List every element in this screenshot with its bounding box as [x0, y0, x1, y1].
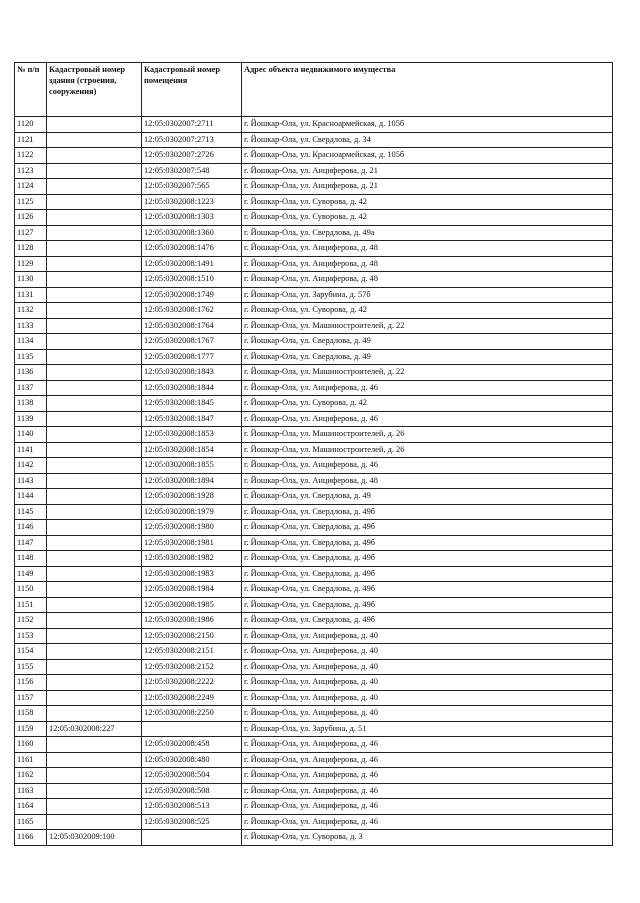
cell-building-cadastral	[47, 644, 142, 660]
cell-room-cadastral: 12:05:0302008:1986	[142, 613, 242, 629]
table-row	[15, 489, 613, 505]
cell-building-cadastral	[47, 334, 142, 350]
cell-room-cadastral: 12:05:0302008:1928	[142, 489, 242, 505]
table-row	[15, 551, 613, 567]
cell-building-cadastral	[47, 737, 142, 753]
cell-building-cadastral	[47, 380, 142, 396]
cell-building-cadastral	[47, 349, 142, 365]
cell-address: г. Йошкар-Ола, ул. Машиностроителей, д. 22	[242, 365, 613, 381]
cell-address: г. Йошкар-Ола, ул. Свердлова, д. 49	[242, 349, 613, 365]
table-row	[15, 334, 613, 350]
cell-building-cadastral	[47, 659, 142, 675]
cell-number: 1151	[15, 597, 47, 613]
cell-room-cadastral: 12:05:0302008:1491	[142, 256, 242, 272]
table-row	[15, 272, 613, 288]
table-row	[15, 442, 613, 458]
table-row	[15, 628, 613, 644]
cell-address: г. Йошкар-Ола, ул. Анциферова, д. 46	[242, 799, 613, 815]
table-row	[15, 799, 613, 815]
table-body	[15, 117, 613, 846]
table-row	[15, 814, 613, 830]
table-row	[15, 737, 613, 753]
table-row	[15, 427, 613, 443]
cell-number: 1163	[15, 783, 47, 799]
header-room-cadastral: Кадастровый номер помещения	[142, 63, 242, 117]
cell-address: г. Йошкар-Ола, ул. Суворова, д. 42	[242, 396, 613, 412]
header-row	[15, 63, 613, 117]
cell-room-cadastral: 12:05:0302008:1855	[142, 458, 242, 474]
table-row	[15, 535, 613, 551]
cell-room-cadastral: 12:05:0302007:2711	[142, 117, 242, 133]
cell-building-cadastral: 12:05:0302008:227	[47, 721, 142, 737]
table-row	[15, 256, 613, 272]
cell-room-cadastral: 12:05:0302008:1843	[142, 365, 242, 381]
cell-room-cadastral: 12:05:0302008:1360	[142, 225, 242, 241]
cell-building-cadastral	[47, 613, 142, 629]
cell-building-cadastral	[47, 566, 142, 582]
cell-room-cadastral: 12:05:0302008:1981	[142, 535, 242, 551]
cell-number: 1162	[15, 768, 47, 784]
cell-building-cadastral	[47, 628, 142, 644]
cell-number: 1166	[15, 830, 47, 846]
cell-number: 1120	[15, 117, 47, 133]
table-row	[15, 566, 613, 582]
cell-number: 1125	[15, 194, 47, 210]
cell-building-cadastral	[47, 287, 142, 303]
header-building-cadastral: Кадастровый номер здания (строения, сооружения)	[47, 63, 142, 117]
cell-number: 1129	[15, 256, 47, 272]
cell-building-cadastral	[47, 427, 142, 443]
cell-building-cadastral	[47, 458, 142, 474]
cell-building-cadastral	[47, 365, 142, 381]
cell-room-cadastral: 12:05:0302008:1777	[142, 349, 242, 365]
cell-room-cadastral: 12:05:0302007:2726	[142, 148, 242, 164]
cell-room-cadastral: 12:05:0302008:2222	[142, 675, 242, 691]
cell-number: 1149	[15, 566, 47, 582]
cell-building-cadastral	[47, 318, 142, 334]
cell-room-cadastral: 12:05:0302008:2249	[142, 690, 242, 706]
cell-address: г. Йошкар-Ола, ул. Суворова, д. 42	[242, 194, 613, 210]
cell-address: г. Йошкар-Ола, ул. Свердлова, д. 49б	[242, 520, 613, 536]
table-row	[15, 396, 613, 412]
cell-address: г. Йошкар-Ола, ул. Свердлова, д. 49б	[242, 613, 613, 629]
cell-number: 1150	[15, 582, 47, 598]
table-row	[15, 675, 613, 691]
cell-room-cadastral: 12:05:0302008:1894	[142, 473, 242, 489]
table-row	[15, 690, 613, 706]
cell-address: г. Йошкар-Ола, ул. Анциферова, д. 46	[242, 814, 613, 830]
table-row	[15, 706, 613, 722]
table-row	[15, 504, 613, 520]
table-row	[15, 721, 613, 737]
cell-building-cadastral	[47, 706, 142, 722]
cell-number: 1123	[15, 163, 47, 179]
cell-room-cadastral: 12:05:0302008:1853	[142, 427, 242, 443]
cell-room-cadastral: 12:05:0302008:2151	[142, 644, 242, 660]
cell-number: 1124	[15, 179, 47, 195]
cell-room-cadastral: 12:05:0302008:1979	[142, 504, 242, 520]
cell-room-cadastral: 12:05:0302008:2150	[142, 628, 242, 644]
cell-room-cadastral: 12:05:0302008:1762	[142, 303, 242, 319]
cell-room-cadastral: 12:05:0302008:1476	[142, 241, 242, 257]
cell-address: г. Йошкар-Ола, ул. Анциферова, д. 46	[242, 783, 613, 799]
table-row	[15, 303, 613, 319]
cell-address: г. Йошкар-Ола, ул. Анциферова, д. 48	[242, 256, 613, 272]
cell-building-cadastral	[47, 783, 142, 799]
table-row	[15, 582, 613, 598]
table-row	[15, 768, 613, 784]
table-row	[15, 194, 613, 210]
cell-address: г. Йошкар-Ола, ул. Анциферова, д. 48	[242, 272, 613, 288]
cell-room-cadastral: 12:05:0302008:1844	[142, 380, 242, 396]
cell-number: 1164	[15, 799, 47, 815]
table-row	[15, 597, 613, 613]
cell-room-cadastral: 12:05:0302008:1982	[142, 551, 242, 567]
cell-building-cadastral	[47, 814, 142, 830]
cell-room-cadastral: 12:05:0302008:513	[142, 799, 242, 815]
cell-address: г. Йошкар-Ола, ул. Красноармейская, д. 105б	[242, 148, 613, 164]
cell-address: г. Йошкар-Ола, ул. Машиностроителей, д. 26	[242, 427, 613, 443]
cell-address: г. Йошкар-Ола, ул. Анциферова, д. 21	[242, 163, 613, 179]
cell-building-cadastral	[47, 256, 142, 272]
cell-building-cadastral	[47, 225, 142, 241]
cell-number: 1165	[15, 814, 47, 830]
cell-address: г. Йошкар-Ола, ул. Свердлова, д. 34	[242, 132, 613, 148]
cell-number: 1130	[15, 272, 47, 288]
cell-address: г. Йошкар-Ола, ул. Суворова, д. 3	[242, 830, 613, 846]
cell-number: 1136	[15, 365, 47, 381]
cell-building-cadastral	[47, 582, 142, 598]
cell-number: 1145	[15, 504, 47, 520]
header-address: Адрес объекта недвижимого имущества	[242, 63, 613, 117]
cell-number: 1139	[15, 411, 47, 427]
cell-room-cadastral: 12:05:0302008:508	[142, 783, 242, 799]
cell-address: г. Йошкар-Ола, ул. Анциферова, д. 46	[242, 458, 613, 474]
cell-address: г. Йошкар-Ола, ул. Свердлова, д. 49	[242, 489, 613, 505]
cell-address: г. Йошкар-Ола, ул. Свердлова, д. 49б	[242, 597, 613, 613]
cell-address: г. Йошкар-Ола, ул. Анциферова, д. 40	[242, 706, 613, 722]
cell-number: 1160	[15, 737, 47, 753]
cell-building-cadastral	[47, 551, 142, 567]
cell-address: г. Йошкар-Ола, ул. Свердлова, д. 49б	[242, 566, 613, 582]
cell-address: г. Йошкар-Ола, ул. Свердлова, д. 49б	[242, 535, 613, 551]
cell-building-cadastral	[47, 752, 142, 768]
cell-number: 1143	[15, 473, 47, 489]
cell-number: 1126	[15, 210, 47, 226]
cell-number: 1135	[15, 349, 47, 365]
cell-number: 1134	[15, 334, 47, 350]
cell-number: 1131	[15, 287, 47, 303]
cell-room-cadastral: 12:05:0302008:1847	[142, 411, 242, 427]
cell-number: 1158	[15, 706, 47, 722]
cell-address: г. Йошкар-Ола, ул. Анциферова, д. 40	[242, 675, 613, 691]
cell-room-cadastral: 12:05:0302008:504	[142, 768, 242, 784]
cell-number: 1153	[15, 628, 47, 644]
cell-room-cadastral: 12:05:0302008:1984	[142, 582, 242, 598]
cell-room-cadastral: 12:05:0302008:1845	[142, 396, 242, 412]
cell-number: 1140	[15, 427, 47, 443]
cell-building-cadastral	[47, 535, 142, 551]
cell-room-cadastral: 12:05:0302008:2250	[142, 706, 242, 722]
cell-room-cadastral: 12:05:0302007:565	[142, 179, 242, 195]
cell-number: 1146	[15, 520, 47, 536]
cell-address: г. Йошкар-Ола, ул. Зарубина, д. 51	[242, 721, 613, 737]
cell-building-cadastral	[47, 272, 142, 288]
cell-address: г. Йошкар-Ола, ул. Свердлова, д. 49б	[242, 504, 613, 520]
cell-building-cadastral	[47, 194, 142, 210]
cell-building-cadastral	[47, 597, 142, 613]
table-row	[15, 349, 613, 365]
cell-address: г. Йошкар-Ола, ул. Свердлова, д. 49б	[242, 551, 613, 567]
cell-number: 1127	[15, 225, 47, 241]
cell-building-cadastral	[47, 117, 142, 133]
cell-building-cadastral	[47, 163, 142, 179]
table-row	[15, 117, 613, 133]
cell-number: 1161	[15, 752, 47, 768]
cell-address: г. Йошкар-Ола, ул. Свердлова, д. 49	[242, 334, 613, 350]
cell-building-cadastral	[47, 799, 142, 815]
cell-number: 1141	[15, 442, 47, 458]
cell-address: г. Йошкар-Ола, ул. Свердлова, д. 49б	[242, 582, 613, 598]
cell-address: г. Йошкар-Ола, ул. Анциферова, д. 40	[242, 644, 613, 660]
table-row	[15, 148, 613, 164]
table-row	[15, 287, 613, 303]
cell-room-cadastral: 12:05:0302008:1303	[142, 210, 242, 226]
cell-room-cadastral: 12:05:0302008:458	[142, 737, 242, 753]
cell-room-cadastral: 12:05:0302008:1767	[142, 334, 242, 350]
cell-number: 1144	[15, 489, 47, 505]
cell-address: г. Йошкар-Ола, ул. Анциферова, д. 46	[242, 768, 613, 784]
cell-building-cadastral	[47, 768, 142, 784]
cell-address: г. Йошкар-Ола, ул. Машиностроителей, д. 26	[242, 442, 613, 458]
table-row	[15, 520, 613, 536]
cell-address: г. Йошкар-Ола, ул. Анциферова, д. 46	[242, 752, 613, 768]
cell-address: г. Йошкар-Ола, ул. Зарубина, д. 57б	[242, 287, 613, 303]
cell-number: 1133	[15, 318, 47, 334]
cell-address: г. Йошкар-Ола, ул. Анциферова, д. 46	[242, 411, 613, 427]
cell-address: г. Йошкар-Ола, ул. Анциферова, д. 48	[242, 473, 613, 489]
table-row	[15, 225, 613, 241]
table-row	[15, 659, 613, 675]
table-row	[15, 613, 613, 629]
header-number: № п/п	[15, 63, 47, 117]
cell-number: 1147	[15, 535, 47, 551]
cell-room-cadastral: 12:05:0302008:1854	[142, 442, 242, 458]
table-row	[15, 411, 613, 427]
cell-room-cadastral: 12:05:0302008:1223	[142, 194, 242, 210]
cell-number: 1148	[15, 551, 47, 567]
cell-room-cadastral: 12:05:0302008:1764	[142, 318, 242, 334]
cell-building-cadastral	[47, 303, 142, 319]
table-row	[15, 210, 613, 226]
cell-number: 1152	[15, 613, 47, 629]
table-row	[15, 473, 613, 489]
cell-room-cadastral: 12:05:0302007:548	[142, 163, 242, 179]
cell-address: г. Йошкар-Ола, ул. Анциферова, д. 40	[242, 628, 613, 644]
cell-room-cadastral: 12:05:0302008:1749	[142, 287, 242, 303]
cell-room-cadastral: 12:05:0302008:480	[142, 752, 242, 768]
table-row	[15, 365, 613, 381]
cell-room-cadastral: 12:05:0302008:1980	[142, 520, 242, 536]
cell-building-cadastral	[47, 132, 142, 148]
cell-building-cadastral	[47, 489, 142, 505]
cell-room-cadastral: 12:05:0302008:1983	[142, 566, 242, 582]
cell-address: г. Йошкар-Ола, ул. Анциферова, д. 46	[242, 737, 613, 753]
table-row	[15, 318, 613, 334]
table-row	[15, 163, 613, 179]
cell-address: г. Йошкар-Ола, ул. Суворова, д. 42	[242, 303, 613, 319]
table-row	[15, 644, 613, 660]
cell-room-cadastral	[142, 830, 242, 846]
cell-building-cadastral	[47, 675, 142, 691]
cell-room-cadastral: 12:05:0302008:525	[142, 814, 242, 830]
cell-number: 1128	[15, 241, 47, 257]
cell-building-cadastral	[47, 241, 142, 257]
cell-building-cadastral	[47, 442, 142, 458]
cell-building-cadastral	[47, 411, 142, 427]
cell-address: г. Йошкар-Ола, ул. Красноармейская, д. 105б	[242, 117, 613, 133]
cell-number: 1138	[15, 396, 47, 412]
cell-address: г. Йошкар-Ола, ул. Свердлова, д. 49а	[242, 225, 613, 241]
cell-address: г. Йошкар-Ола, ул. Анциферова, д. 21	[242, 179, 613, 195]
cell-room-cadastral: 12:05:0302008:1510	[142, 272, 242, 288]
cell-building-cadastral	[47, 210, 142, 226]
cell-address: г. Йошкар-Ола, ул. Анциферова, д. 48	[242, 241, 613, 257]
cell-building-cadastral: 12:05:0302009:100	[47, 830, 142, 846]
cell-building-cadastral	[47, 520, 142, 536]
cell-room-cadastral: 12:05:0302008:1985	[142, 597, 242, 613]
cell-address: г. Йошкар-Ола, ул. Суворова, д. 42	[242, 210, 613, 226]
cell-building-cadastral	[47, 148, 142, 164]
cell-room-cadastral: 12:05:0302007:2713	[142, 132, 242, 148]
cell-room-cadastral: 12:05:0302008:2152	[142, 659, 242, 675]
cell-number: 1157	[15, 690, 47, 706]
cell-address: г. Йошкар-Ола, ул. Машиностроителей, д. 22	[242, 318, 613, 334]
property-registry-table	[14, 62, 613, 846]
cell-number: 1155	[15, 659, 47, 675]
cell-number: 1159	[15, 721, 47, 737]
table-row	[15, 783, 613, 799]
cell-number: 1154	[15, 644, 47, 660]
cell-number: 1142	[15, 458, 47, 474]
cell-building-cadastral	[47, 504, 142, 520]
cell-building-cadastral	[47, 473, 142, 489]
table-row	[15, 241, 613, 257]
cell-building-cadastral	[47, 690, 142, 706]
table-row	[15, 458, 613, 474]
cell-building-cadastral	[47, 179, 142, 195]
cell-address: г. Йошкар-Ола, ул. Анциферова, д. 40	[242, 690, 613, 706]
cell-number: 1121	[15, 132, 47, 148]
table-row	[15, 830, 613, 846]
cell-address: г. Йошкар-Ола, ул. Анциферова, д. 40	[242, 659, 613, 675]
cell-building-cadastral	[47, 396, 142, 412]
cell-number: 1132	[15, 303, 47, 319]
cell-number: 1122	[15, 148, 47, 164]
cell-address: г. Йошкар-Ола, ул. Анциферова, д. 46	[242, 380, 613, 396]
table-row	[15, 179, 613, 195]
table-row	[15, 752, 613, 768]
table-row	[15, 132, 613, 148]
cell-number: 1137	[15, 380, 47, 396]
table-row	[15, 380, 613, 396]
cell-number: 1156	[15, 675, 47, 691]
cell-room-cadastral	[142, 721, 242, 737]
